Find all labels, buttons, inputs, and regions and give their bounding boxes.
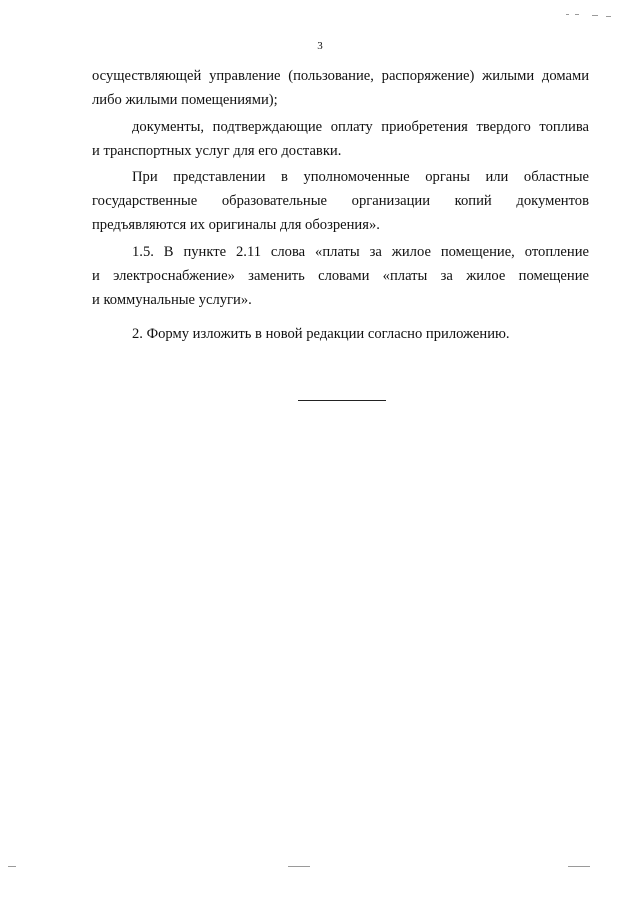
scan-artifact — [288, 866, 310, 867]
page-number: 3 — [317, 40, 323, 52]
scan-artifact — [8, 866, 16, 867]
text-line: При представлении в уполномоченные органы или областные — [132, 169, 589, 185]
paragraph-item-2 — [92, 322, 589, 346]
text-line: 1.5. В пункте 2.11 слова «платы за жилое помещение, отопление — [132, 244, 589, 260]
text-line: осуществляющей управление (пользование, распоряжение) жилыми домами — [92, 68, 589, 84]
scan-artifact — [592, 15, 598, 16]
paragraph-continuation — [92, 64, 589, 112]
scan-artifact — [606, 16, 611, 17]
scan-artifact — [568, 866, 590, 867]
text-line: либо жилыми помещениями); — [92, 92, 278, 108]
end-of-text-rule — [298, 400, 386, 401]
text-line: 2. Форму изложить в новой редакции согласно приложению. — [132, 326, 510, 342]
paragraph-item-1-5 — [92, 240, 589, 312]
scan-artifact — [575, 14, 579, 15]
paragraph-payment-documents — [92, 115, 589, 163]
text-line: и транспортных услуг для его доставки. — [92, 143, 342, 159]
scan-artifact — [566, 14, 569, 15]
text-line: и электроснабжение» заменить словами «платы за жилое помещение — [92, 268, 589, 284]
text-line: государственные образовательные организации копий документов — [92, 193, 589, 209]
text-line: и коммунальные услуги». — [92, 292, 252, 308]
paragraph-originals — [92, 165, 589, 237]
text-line: предъявляются их оригиналы для обозрения». — [92, 217, 380, 233]
text-line: документы, подтверждающие оплату приобретения твердого топлива — [132, 119, 589, 135]
